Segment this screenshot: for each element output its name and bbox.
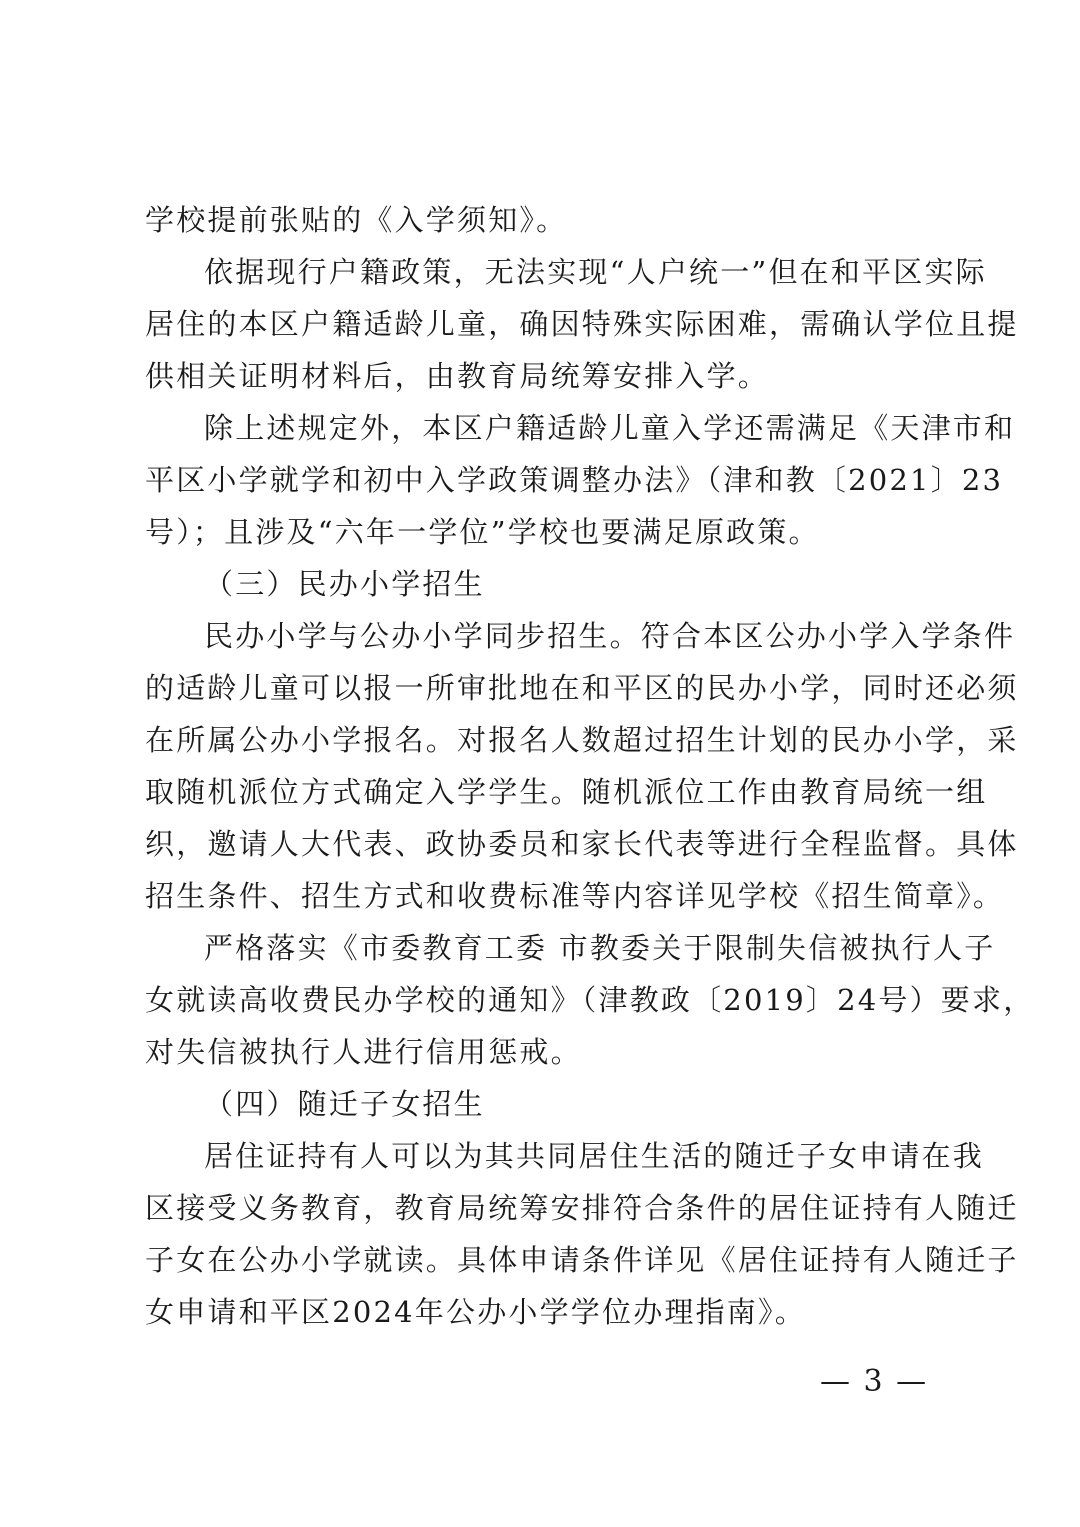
text-line: 的适龄儿童可以报一所审批地在和平区的民办小学，同时还必须 (145, 671, 1019, 705)
text-line: 供相关证明材料后，由教育局统筹安排入学。 (145, 359, 770, 393)
text-line: 女就读高收费民办学校的通知》（津教政〔2019〕24号）要求， (145, 983, 1035, 1017)
text-line: 在所属公办小学报名。对报名人数超过招生计划的民办小学，采 (145, 723, 1019, 757)
text-line: 取随机派位方式确定入学学生。随机派位工作由教育局统一组 (145, 775, 988, 809)
text-line: 区接受义务教育，教育局统筹安排符合条件的居住证持有人随迁 (145, 1191, 1019, 1225)
section-heading-3: （三）民办小学招生 (204, 567, 485, 601)
text-line: 学校提前张贴的《入学须知》。 (145, 203, 568, 237)
text-line: 织，邀请人大代表、政协委员和家长代表等进行全程监督。具体 (145, 827, 1019, 861)
section-heading-4: （四）随迁子女招生 (204, 1087, 485, 1121)
text-line: 号）；且涉及“六年一学位”学校也要满足原政策。 (145, 515, 820, 549)
paragraph-start: 严格落实《市委教育工委 市教委关于限制失信被执行人子 (204, 931, 996, 965)
text-line: 女申请和平区2024年公办小学学位办理指南》。 (145, 1295, 806, 1329)
text-line: 居住的本区户籍适龄儿童，确因特殊实际困难，需确认学位且提 (145, 307, 1019, 341)
text-line: 招生条件、招生方式和收费标准等内容详见学校《招生简章》。 (145, 879, 1005, 913)
paragraph-start: 除上述规定外，本区户籍适龄儿童入学还需满足《天津市和 (204, 411, 1016, 445)
text-line: 子女在公办小学就读。具体申请条件详见《居住证持有人随迁子 (145, 1243, 1019, 1277)
text-line: 对失信被执行人进行信用惩戒。 (145, 1035, 582, 1069)
text-line: 平区小学就学和初中入学政策调整办法》（津和教〔2021〕23 (145, 463, 1004, 497)
paragraph-start: 居住证持有人可以为其共同居住生活的随迁子女申请在我 (204, 1139, 985, 1173)
page-number: — 3 — (820, 1364, 929, 1399)
paragraph-start: 依据现行户籍政策，无法实现“人户统一”但在和平区实际 (204, 255, 987, 289)
paragraph-start: 民办小学与公办小学同步招生。符合本区公办小学入学条件 (204, 619, 1016, 653)
